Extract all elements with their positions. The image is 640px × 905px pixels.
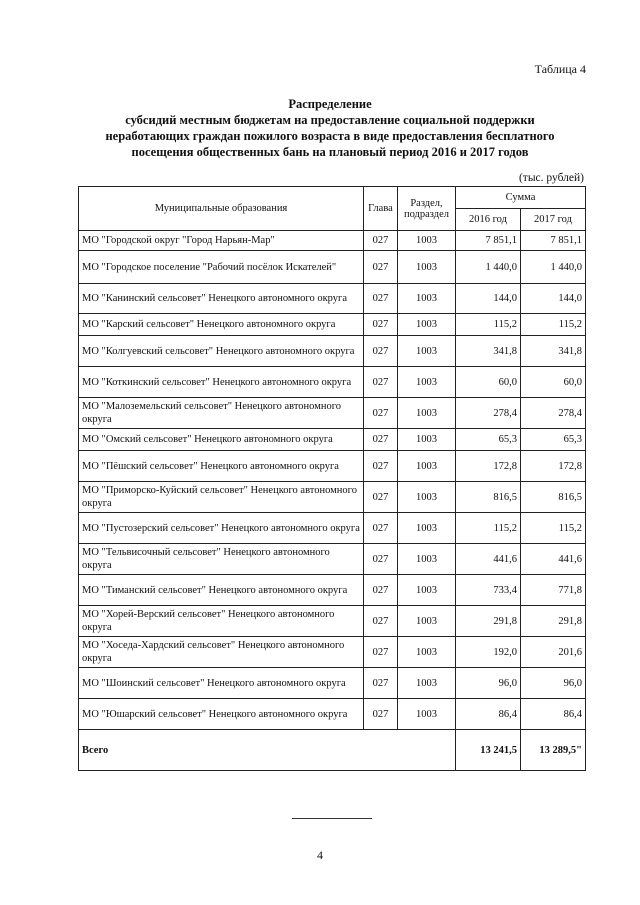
document-title-block (70, 96, 590, 160)
amount-2016-cell: 441,6 (456, 544, 521, 575)
section-cell: 1003 (398, 482, 456, 513)
section-cell: 1003 (398, 637, 456, 668)
amount-2017-cell: 115,2 (521, 314, 586, 336)
amount-2017-cell: 441,6 (521, 544, 586, 575)
total-2017-cell: 13 289,5" (521, 730, 586, 771)
municipality-cell: МО "Карский сельсовет" Ненецкого автономного округа (79, 314, 364, 336)
chapter-cell: 027 (364, 284, 398, 314)
chapter-cell: 027 (364, 606, 398, 637)
table-row (79, 398, 586, 429)
section-cell: 1003 (398, 231, 456, 251)
amount-2016-cell: 86,4 (456, 699, 521, 730)
chapter-cell: 027 (364, 451, 398, 482)
table-row (79, 336, 586, 367)
chapter-cell: 027 (364, 668, 398, 699)
amount-2017-cell: 771,8 (521, 575, 586, 606)
chapter-cell: 027 (364, 314, 398, 336)
municipality-cell: МО "Хоседа-Хардский сельсовет" Ненецкого автономного округа (79, 637, 364, 668)
table-row (79, 606, 586, 637)
table-row (79, 513, 586, 544)
table-row (79, 575, 586, 606)
chapter-cell: 027 (364, 513, 398, 544)
header-sum: Сумма (456, 187, 586, 209)
section-cell: 1003 (398, 668, 456, 699)
amount-2017-cell: 341,8 (521, 336, 586, 367)
section-cell: 1003 (398, 336, 456, 367)
subtitle-line: субсидий местным бюджетам на предоставление социальной поддержки (125, 113, 535, 127)
municipality-cell: МО "Малоземельский сельсовет" Ненецкого автономного округа (79, 398, 364, 429)
amount-2016-cell: 341,8 (456, 336, 521, 367)
amount-2016-cell: 7 851,1 (456, 231, 521, 251)
total-label: Всего (79, 730, 456, 771)
municipality-cell: МО "Коткинский сельсовет" Ненецкого автономного округа (79, 367, 364, 398)
municipality-cell: МО "Тельвисочный сельсовет" Ненецкого автономного округа (79, 544, 364, 575)
chapter-cell: 027 (364, 367, 398, 398)
chapter-cell: 027 (364, 251, 398, 284)
section-cell: 1003 (398, 284, 456, 314)
amount-2016-cell: 816,5 (456, 482, 521, 513)
municipality-cell: МО "Шоинский сельсовет" Ненецкого автономного округа (79, 668, 364, 699)
document-title: Распределение (288, 97, 372, 111)
amount-2017-cell: 291,8 (521, 606, 586, 637)
section-cell: 1003 (398, 429, 456, 451)
table-row (79, 699, 586, 730)
table-row (79, 314, 586, 336)
section-cell: 1003 (398, 513, 456, 544)
municipality-cell: МО "Колгуевский сельсовет" Ненецкого автономного округа (79, 336, 364, 367)
amount-2016-cell: 115,2 (456, 513, 521, 544)
amount-2016-cell: 144,0 (456, 284, 521, 314)
amount-2017-cell: 816,5 (521, 482, 586, 513)
table-body (79, 231, 586, 771)
amount-2016-cell: 96,0 (456, 668, 521, 699)
amount-2017-cell: 7 851,1 (521, 231, 586, 251)
header-section: Раздел, подраздел (398, 187, 456, 231)
table-row (79, 284, 586, 314)
amount-2017-cell: 86,4 (521, 699, 586, 730)
page-number: 4 (317, 848, 323, 862)
municipality-cell: МО "Пустозерский сельсовет" Ненецкого автономного округа (79, 513, 364, 544)
header-year-2017: 2017 год (521, 209, 586, 231)
chapter-cell: 027 (364, 336, 398, 367)
subtitle-line: неработающих граждан пожилого возраста в виде предоставления бесплатного (105, 129, 555, 143)
section-cell: 1003 (398, 367, 456, 398)
section-cell: 1003 (398, 606, 456, 637)
footer-divider (292, 818, 372, 819)
amount-2016-cell: 733,4 (456, 575, 521, 606)
chapter-cell: 027 (364, 637, 398, 668)
amount-2017-cell: 96,0 (521, 668, 586, 699)
amount-2017-cell: 278,4 (521, 398, 586, 429)
chapter-cell: 027 (364, 231, 398, 251)
amount-2017-cell: 60,0 (521, 367, 586, 398)
chapter-cell: 027 (364, 544, 398, 575)
table-row (79, 482, 586, 513)
table-row (79, 251, 586, 284)
municipality-cell: МО "Омский сельсовет" Ненецкого автономного округа (79, 429, 364, 451)
amount-2017-cell: 144,0 (521, 284, 586, 314)
municipality-cell: МО "Приморско-Куйский сельсовет" Ненецкого автономного округа (79, 482, 364, 513)
municipality-cell: МО "Пёшский сельсовет" Ненецкого автономного округа (79, 451, 364, 482)
section-cell: 1003 (398, 398, 456, 429)
municipality-cell: МО "Канинский сельсовет" Ненецкого автономного округа (79, 284, 364, 314)
chapter-cell: 027 (364, 482, 398, 513)
section-cell: 1003 (398, 544, 456, 575)
amount-2017-cell: 201,6 (521, 637, 586, 668)
subsidy-table (78, 186, 586, 771)
amount-2016-cell: 278,4 (456, 398, 521, 429)
table-row (79, 429, 586, 451)
subtitle-line: посещения общественных бань на плановый период 2016 и 2017 годов (131, 145, 529, 159)
section-cell: 1003 (398, 251, 456, 284)
table-row (79, 544, 586, 575)
section-cell: 1003 (398, 451, 456, 482)
table-row (79, 451, 586, 482)
header-municipality: Муниципальные образования (79, 187, 364, 231)
table-row (79, 367, 586, 398)
amount-2016-cell: 65,3 (456, 429, 521, 451)
chapter-cell: 027 (364, 398, 398, 429)
amount-2017-cell: 172,8 (521, 451, 586, 482)
amount-2016-cell: 60,0 (456, 367, 521, 398)
table-row (79, 637, 586, 668)
chapter-cell: 027 (364, 699, 398, 730)
municipality-cell: МО "Хорей-Верский сельсовет" Ненецкого автономного округа (79, 606, 364, 637)
chapter-cell: 027 (364, 575, 398, 606)
table-row (79, 668, 586, 699)
table-row (79, 231, 586, 251)
amount-2016-cell: 172,8 (456, 451, 521, 482)
amount-2016-cell: 291,8 (456, 606, 521, 637)
section-cell: 1003 (398, 575, 456, 606)
amount-2017-cell: 65,3 (521, 429, 586, 451)
amount-2017-cell: 1 440,0 (521, 251, 586, 284)
amount-2016-cell: 192,0 (456, 637, 521, 668)
municipality-cell: МО "Городское поселение "Рабочий посёлок Искателей" (79, 251, 364, 284)
units-label: (тыс. рублей) (518, 172, 584, 184)
municipality-cell: МО "Тиманский сельсовет" Ненецкого автономного округа (79, 575, 364, 606)
amount-2016-cell: 1 440,0 (456, 251, 521, 284)
total-row (79, 730, 586, 771)
chapter-cell: 027 (364, 429, 398, 451)
municipality-cell: МО "Городской округ "Город Нарьян-Мар" (79, 231, 364, 251)
section-cell: 1003 (398, 699, 456, 730)
header-chapter: Глава (364, 187, 398, 231)
municipality-cell: МО "Юшарский сельсовет" Ненецкого автономного округа (79, 699, 364, 730)
section-cell: 1003 (398, 314, 456, 336)
amount-2017-cell: 115,2 (521, 513, 586, 544)
header-year-2016: 2016 год (456, 209, 521, 231)
table-number: Таблица 4 (534, 62, 586, 76)
total-2016-cell: 13 241,5 (456, 730, 521, 771)
amount-2016-cell: 115,2 (456, 314, 521, 336)
